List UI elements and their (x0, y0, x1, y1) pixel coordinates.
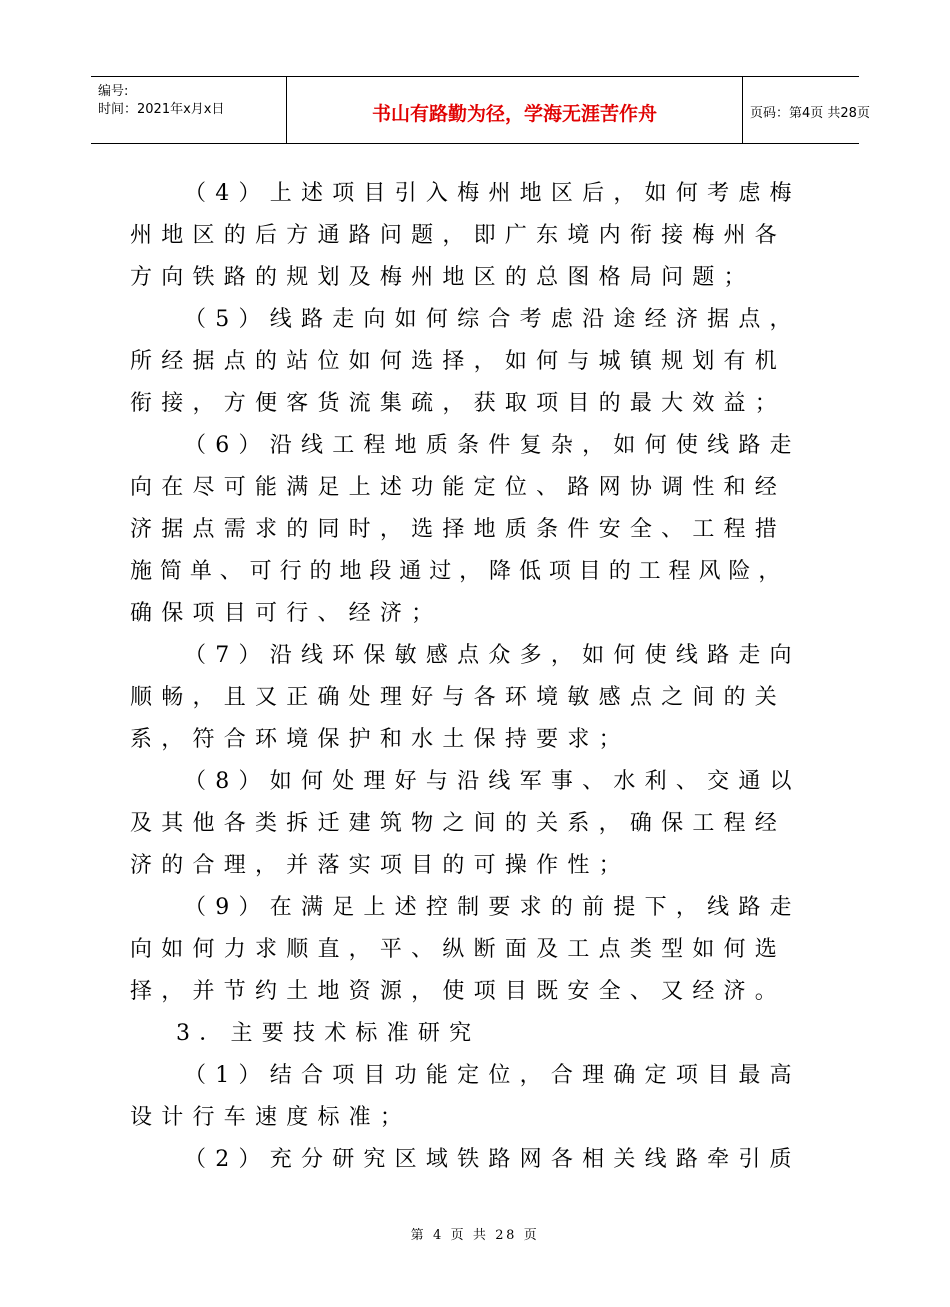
header-motto-cell (286, 77, 743, 143)
document-number-label: 编号: (98, 84, 129, 99)
body-line: 所经据点的站位如何选择，如何与城镇规划有机 (130, 349, 787, 374)
header-motto: 书山有路勤为径，学海无涯苦作舟 (371, 103, 657, 125)
header-page-cell (742, 77, 870, 143)
body-line: 择，并节约土地资源，使项目既安全、又经济。 (130, 979, 787, 1004)
body-line: 州地区的后方通路问题，即广东境内衔接梅州各 (130, 223, 787, 248)
body-line: （1）结合项目功能定位，合理确定项目最高 (184, 1063, 801, 1088)
body-line: 向在尽可能满足上述功能定位、路网协调性和经 (130, 475, 787, 500)
body-line: 方向铁路的规划及梅州地区的总图格局问题； (130, 265, 755, 290)
body-line: 济据点需求的同时，选择地质条件安全、工程措 (130, 517, 787, 542)
document-time: 时间：2021年x月x日 (98, 102, 225, 117)
body-line: 及其他各类拆迁建筑物之间的关系，确保工程经 (130, 811, 787, 836)
body-line: （9）在满足上述控制要求的前提下，线路走 (184, 895, 801, 920)
body-line: （5）线路走向如何综合考虑沿途经济据点， (184, 307, 801, 332)
body-line: 施简单、可行的地段通过，降低项目的工程风险， (130, 559, 789, 584)
body-line: 顺畅，且又正确处理好与各环境敏感点之间的关 (130, 685, 787, 710)
page-footer: 第 4 页 共 28 页 (410, 1228, 540, 1243)
header-meta (91, 77, 286, 143)
body-line: （8）如何处理好与沿线军事、水利、交通以 (184, 769, 801, 794)
body-line: 确保项目可行、经济； (130, 601, 443, 626)
body-line: （6）沿线工程地质条件复杂，如何使线路走 (184, 433, 801, 458)
header-page-info: 页码：第4页 共28页 (750, 106, 870, 121)
body-line: （2）充分研究区域铁路网各相关线路牵引质 (184, 1147, 801, 1172)
page-header (91, 76, 870, 144)
body-line: 向如何力求顺直，平、纵断面及工点类型如何选 (130, 937, 787, 962)
body-line: （4）上述项目引入梅州地区后，如何考虑梅 (184, 181, 801, 206)
section-heading: 3．主要技术标准研究 (176, 1021, 481, 1046)
body-line: 济的合理，并落实项目的可操作性； (130, 853, 630, 878)
body-line: 设计行车速度标准； (130, 1105, 412, 1130)
body-line: （7）沿线环保敏感点众多，如何使线路走向 (184, 643, 801, 668)
body-line: 系，符合环境保护和水土保持要求； (130, 727, 630, 752)
body-line: 衔接，方便客货流集疏，获取项目的最大效益； (130, 391, 787, 416)
